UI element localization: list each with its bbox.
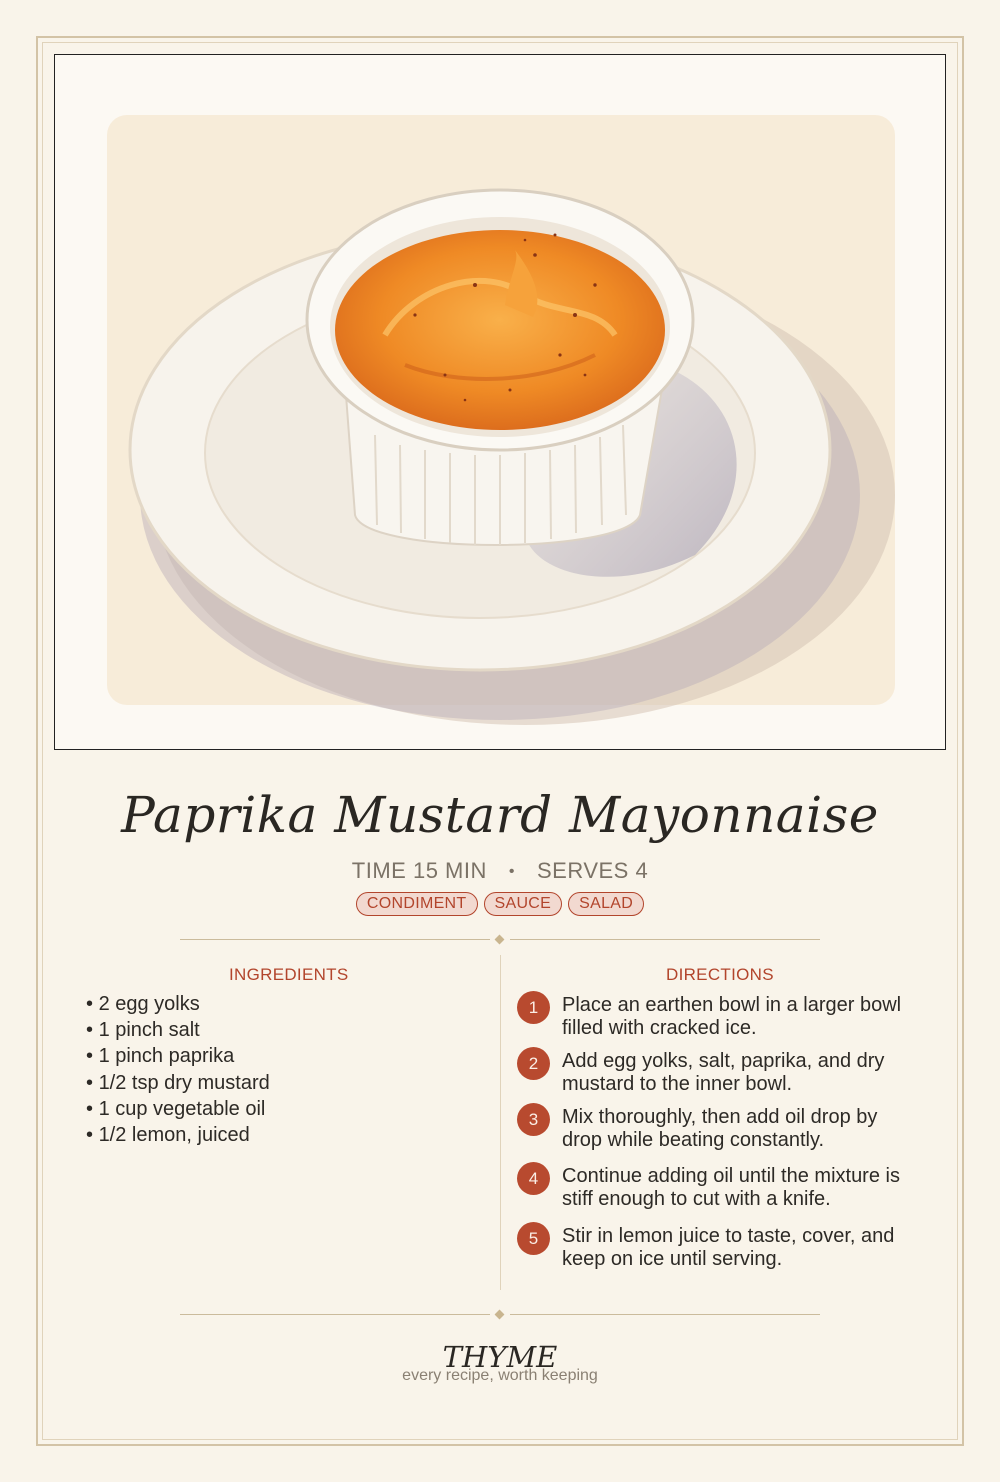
tag-list <box>0 892 1000 916</box>
brand-tagline: every recipe, worth keeping <box>402 1367 598 1384</box>
ingredient-item: • 1 pinch salt <box>86 1017 466 1043</box>
step-number-badge: 2 <box>517 1047 550 1080</box>
recipe-illustration <box>54 54 946 750</box>
step-text: Mix thoroughly, then add oil drop by drop while beating constantly. <box>562 1106 878 1151</box>
serves-label: SERVES 4 <box>536 858 649 883</box>
top-divider <box>180 933 820 947</box>
recipe-meta <box>0 858 1000 884</box>
column-divider <box>500 955 501 1290</box>
ingredient-item: • 1 cup vegetable oil <box>86 1096 466 1122</box>
time-label: TIME 15 MIN <box>351 858 487 883</box>
brand-logo: THYME <box>442 1340 558 1374</box>
step-number-badge: 5 <box>517 1222 550 1255</box>
ingredients-list <box>86 991 466 1148</box>
ingredient-item: • 1 pinch paprika <box>86 1043 466 1069</box>
tag-condiment[interactable]: CONDIMENT <box>356 892 478 916</box>
diamond-ornament-icon <box>495 935 505 945</box>
recipe-title: Paprika Mustard Mayonnaise <box>121 786 879 844</box>
diamond-ornament-icon <box>495 1310 505 1320</box>
step-text: Stir in lemon juice to taste, cover, and keep on ice until serving. <box>562 1225 895 1270</box>
step-number-badge: 3 <box>517 1103 550 1136</box>
ingredients-heading: INGREDIENTS <box>229 965 349 984</box>
step-number-badge: 4 <box>517 1162 550 1195</box>
step-number-badge: 1 <box>517 991 550 1024</box>
tag-sauce[interactable]: SAUCE <box>484 892 563 916</box>
bottom-divider <box>180 1308 820 1322</box>
tag-salad[interactable]: SALAD <box>568 892 644 916</box>
ingredient-item: • 1/2 lemon, juiced <box>86 1122 466 1148</box>
ingredient-item: • 2 egg yolks <box>86 991 466 1017</box>
step-text: Continue adding oil until the mixture is stiff enough to cut with a knife. <box>562 1165 900 1210</box>
step-text: Place an earthen bowl in a larger bowl filled with cracked ice. <box>562 994 902 1039</box>
step-text: Add egg yolks, salt, paprika, and dry mustard to the inner bowl. <box>562 1050 885 1095</box>
directions-heading: DIRECTIONS <box>666 965 774 984</box>
meta-separator: • <box>508 863 515 880</box>
ingredient-item: • 1/2 tsp dry mustard <box>86 1070 466 1096</box>
